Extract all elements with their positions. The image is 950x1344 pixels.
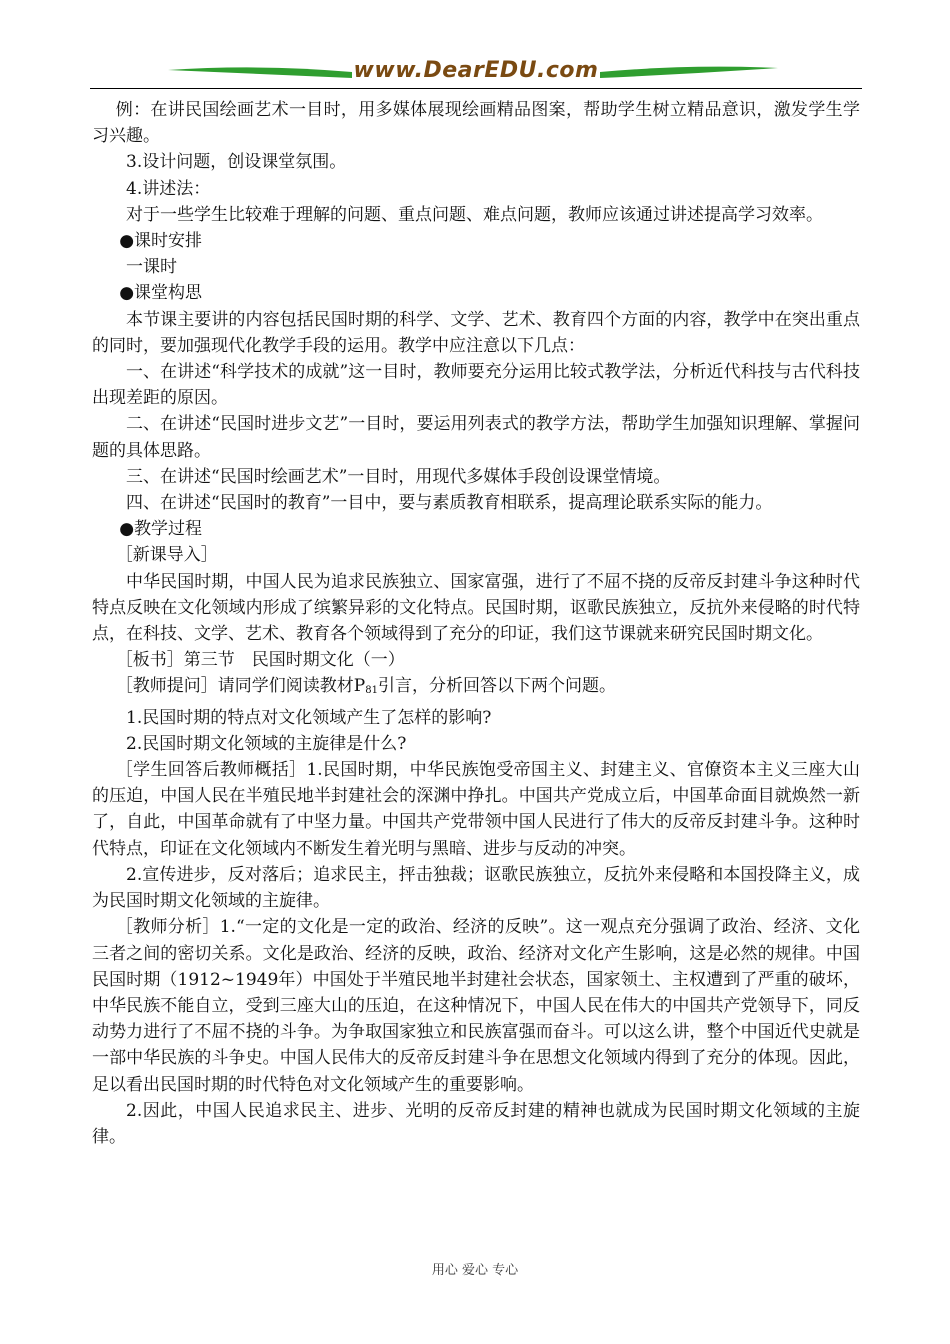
paragraph: 3.设计问题，创设课堂氛围。 (126, 152, 347, 173)
paragraph: 例：在讲民国绘画艺术一目时，用多媒体展现绘画精品图案，帮助学生树立精品意识，激发学生学习兴趣。 (92, 100, 860, 147)
page-number-subscript: 81 (365, 685, 378, 697)
question-suffix: 引言，分析回答以下两个问题。 (377, 676, 616, 697)
paragraph (92, 673, 860, 704)
paragraph: ［板书］第三节 民国时期文化（一） (115, 650, 405, 671)
paragraph: 2.民国时期文化领域的主旋律是什么? (126, 733, 407, 754)
section-heading-concept: ●课堂构思 (119, 283, 203, 304)
paragraph: 2.宣传进步，反对落后；追求民主，抨击独裁；讴歌民族独立，反抗外来侵略和本国投降主义，成为民国时期文化领域的主旋律。 (92, 864, 860, 912)
section-heading-process: ●教学过程 (119, 519, 203, 540)
site-logo-text: www.DearEDU.com (353, 58, 599, 83)
document-body (92, 97, 860, 1150)
site-header-banner (90, 56, 862, 96)
paragraph: ［新课导入］ (115, 545, 218, 566)
section-heading-schedule: ●课时安排 (119, 231, 203, 252)
paragraph: ［教师分析］1.“一定的文化是一定的政治、经济的反映”。这一观点充分强调了政治、经济、文化三者之间的密切关系。文化是政治、经济的反映，政治、经济对文化产生影响，这是必然的规律。中国民国时期（1912~1949年）中国处于半殖民地半封建社会状态，国家领土、主权遭到了严重的破坏，中华民族不能自立，受到三座大山的压迫，在这种情况下，中国人民在伟大的中国共产党领导下，同反动势力进行了不屈不挠的斗争。为争取国家独立和民族富强而奋斗。可以这么讲，整个中国近代史就是一部中华民族的斗争史。中国人民伟大的反帝反封建斗争在思想文化领域内得到了充分的体现。因此，足以看出民国时期的时代特色对文化领域产生的重要影响。 (92, 917, 860, 1095)
paragraph: 4.讲述法： (126, 178, 211, 199)
question-prefix: ［教师提问］请同学们阅读教材P (115, 676, 366, 697)
paragraph: 对于一些学生比较难于理解的问题、重点问题、难点问题，教师应该通过讲述提高学习效率。 (126, 204, 823, 225)
paragraph: 三、在讲述“民国时绘画艺术”一目时，用现代多媒体手段创设课堂情境。 (126, 466, 671, 487)
paragraph: 四、在讲述“民国时的教育”一目中，要与素质教育相联系，提高理论联系实际的能力。 (126, 493, 773, 514)
paragraph: ［学生回答后教师概括］1.民国时期，中华民族饱受帝国主义、封建主义、官僚资本主义三座大山的压迫，中国人民在半殖民地半封建社会的深渊中挣扎。中国共产党成立后，中国革命面目就焕然一新了，自此，中国革命就有了中坚力量。中国共产党带领中国人民进行了伟大的反帝反封建斗争。这种时代特点，印证在文化领域内不断发生着光明与黑暗、进步与反动的冲突。 (92, 760, 860, 859)
paragraph: 二、在讲述“民国时进步文艺”一目时，要运用列表式的教学方法，帮助学生加强知识理解、掌握问题的具体思路。 (92, 414, 860, 461)
paragraph: 一、在讲述“科学技术的成就”这一目时，教师要充分运用比较式教学法，分析近代科技与古代科技出现差距的原因。 (92, 362, 860, 409)
paragraph: 中华民国时期，中国人民为追求民族独立、国家富强，进行了不屈不挠的反帝反封建斗争这种时代特点反映在文化领域内形成了缤繁异彩的文化特点。民国时期，讴歌民族独立，反抗外来侵略的时代特点，在科技、文学、艺术、教育各个领域得到了充分的印证，我们这节课就来研究民国时期文化。 (92, 571, 860, 645)
header-rule (90, 88, 862, 89)
paragraph: 1.民国时期的特点对文化领域产生了怎样的影响? (126, 707, 492, 728)
page-footer: 用心 爱心 专心 (431, 1263, 519, 1278)
paragraph: 一课时 (126, 257, 177, 278)
paragraph: 2.因此，中国人民追求民主、进步、光明的反帝反封建的精神也就成为民国时期文化领域的主旋律。 (92, 1100, 860, 1147)
paragraph: 本节课主要讲的内容包括民国时期的科学、文学、艺术、教育四个方面的内容，教学中在突出重点的同时，要加强现代化教学手段的运用。教学中应注意以下几点： (92, 309, 860, 356)
